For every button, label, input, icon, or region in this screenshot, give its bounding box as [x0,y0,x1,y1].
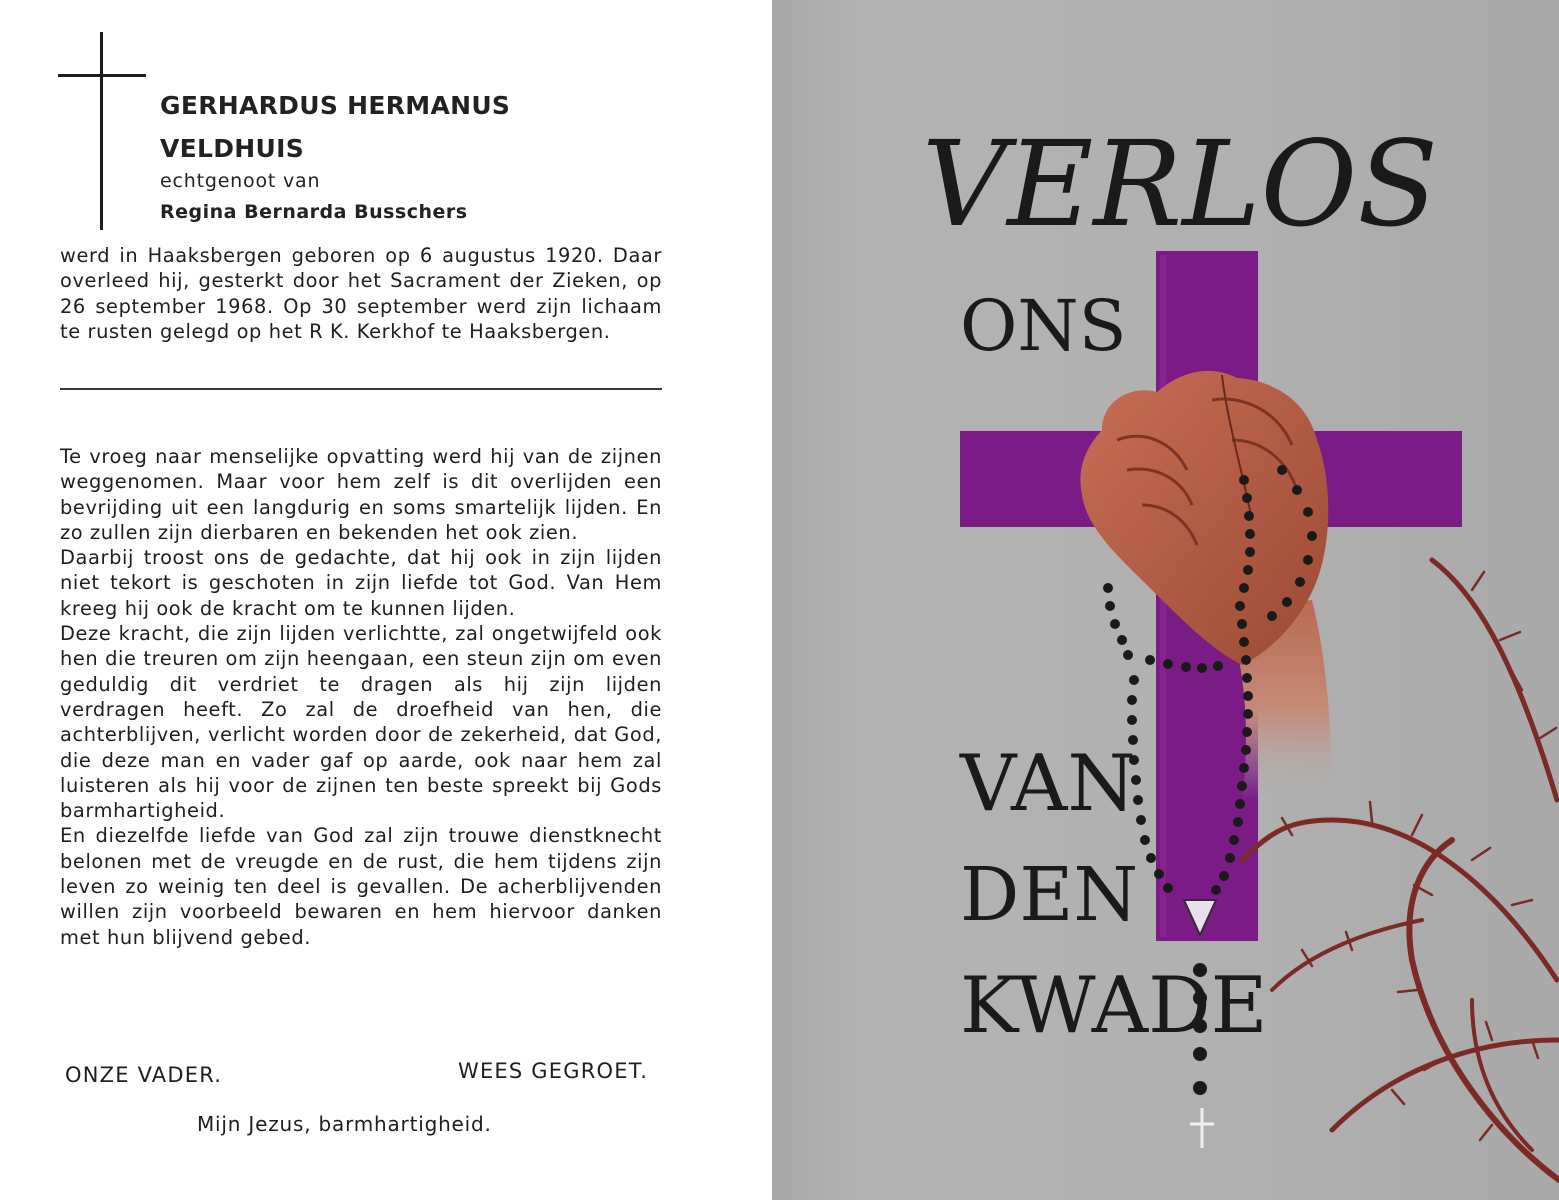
cover-line-4: DEN [960,852,1139,938]
cover-illustration [772,0,1559,1200]
meditation-paragraph: Te vroeg naar menselijke opvatting werd hij van de zijnen weggenomen. Maar voor hem zelf is dit overlijden een bevrijding uit een langdurig en soms smartelijk lijden. En zo zullen zijn dierbaren en bekenden het ook zien. [60,445,662,544]
meditation-paragraph: En diezelfde liefde van God zal zijn trouwe dienstknecht belonen met de vreugde en de rust, die hem tijdens zijn leven zo weinig ten deel is gevallen. De acherblijvenden willen zijn voorbeeld bewaren en hem hiervoor danken met hun blijvend gebed. [60,824,662,949]
cover-line-3: VAN [960,739,1136,829]
deceased-name [160,84,630,170]
cover-line-1: VERLOS [922,115,1439,253]
cover-line-5: KWADE [960,961,1268,1051]
invocation: Mijn Jezus, barmhartigheid. [197,1112,492,1136]
meditation [60,444,662,950]
biography [60,243,662,344]
spouse-label: echtgenoot van [160,170,321,192]
name-line-1: GERHARDUS HERMANUS [160,91,511,120]
biography-text: werd in Haaksbergen geboren op 6 augustus 1920. Daar overleed hij, gesterkt door het Sacrament der Zieken, op 26 september 1968. Op 30 september werd zijn lichaam te rusten gelegd op het R K. Kerkhof te Haaksbergen. [60,244,662,343]
meditation-paragraph: Daarbij troost ons de gedachte, dat hij ook in zijn lijden niet tekort is geschoten in zijn liefde tot God. Van Hem kreeg hij ook de kracht om te kunnen lijden. [60,546,662,620]
small-crucifix-icon [1190,1108,1214,1148]
name-line-2: VELDHUIS [160,134,305,163]
spouse-name: Regina Bernarda Busschers [160,201,468,223]
cover-line-2: ONS [960,285,1127,367]
divider [60,388,662,390]
cover-artwork [772,0,1559,1200]
cross-icon-vertical [100,32,103,230]
text-page [0,0,772,1200]
prayer-our-father: ONZE VADER. [65,1063,223,1087]
cross-icon-horizontal [58,74,146,77]
prayer-hail-mary: WEES GEGROET. [458,1059,649,1083]
meditation-paragraph: Deze kracht, die zijn lijden verlichtte, zal ongetwijfeld ook hen die treuren om zijn heengaan, een steun zijn om even geduldig dit verdriet te dragen als hij zijn lijden verdragen heeft. Zo zal de droefheid van hen, die achterblijven, verlicht worden door de zekerheid, dat God, die deze man en vader gaf op aarde, ook naar hem zal luisteren als hij voor de zijnen ten beste spreekt bij Gods barmhartigheid. [60,622,662,823]
